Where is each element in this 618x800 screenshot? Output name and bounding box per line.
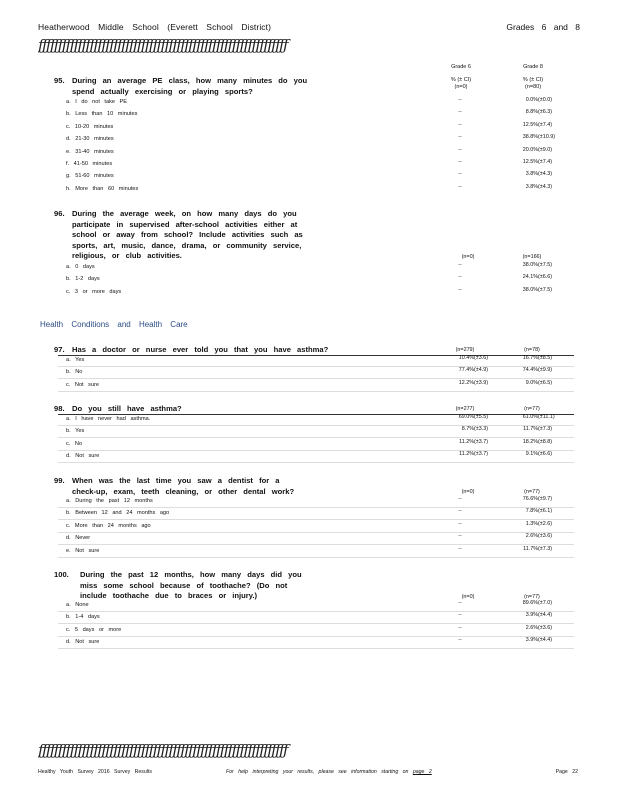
question-text: Has a doctor or nurse ever told you that you have asthma? [72,345,329,354]
grade8-value: 12.5% [522,159,538,165]
grade6-value: 12.2% [458,379,474,386]
footer-help-text [226,769,432,775]
grade8-ci: (±9.0) [538,146,553,153]
grade6-value: -- [458,286,462,293]
grade6-value: 11.2% [459,438,474,445]
option-label: b. Less than 10 minutes [66,111,138,118]
option-label: b. Between 12 and 24 months ago [66,510,170,517]
grade6-value: 77.4% [458,367,474,374]
grade8-value: 24.1% [522,274,538,281]
grade8-value: 3.8% [525,183,538,190]
grade8-value: 9.0% [525,379,538,386]
grade8-value: 89.6% [522,600,538,606]
grade8-ci: (±6.3) [538,109,553,116]
option-label: c. Not sure [66,381,100,388]
grade8-ci: (±3.6) [538,624,553,631]
header-school: Heatherwood Middle School (Everett School District) [38,22,272,32]
footer-help-prefix: For help interpreting your results, please see information starting on [226,769,413,775]
grade6-ci: (±3.6) [474,355,489,361]
grade8-value: 61.0% [522,414,538,420]
row-divider [58,648,574,649]
grade6-value: -- [458,508,462,515]
grade6-value: -- [458,496,462,502]
grade8-value: 76.6% [522,496,538,502]
grade6-value: -- [458,520,462,527]
question-99 [54,476,300,497]
question-text: During an average PE class, how many minutes do you spend actually exercising or playing sports? [72,76,308,96]
grade8-ci: (±8.8) [538,438,553,445]
option-label: c. 3 or more days [66,288,122,295]
option-label: b. Yes [66,428,85,435]
question-number: 95. [54,76,65,85]
grade8-ci: (±7.5) [538,286,553,293]
grade8-ci: (±4.4) [538,612,553,619]
q98-n8: (n=77) [524,406,540,412]
grade8-ci: (±6.6) [538,451,553,458]
grade6-value: -- [458,171,462,178]
grade6-value: 69.0% [458,414,474,420]
footer [38,769,578,775]
q100-n6: (n=0) [461,594,475,600]
grade8-value: 3.9% [525,612,538,619]
row-divider [58,557,574,558]
grade6-value: -- [458,109,462,116]
question-number: 96. [54,209,65,218]
grade6-ci: (±3.9) [474,379,489,386]
grade8-ci: (±6.1) [538,508,553,515]
option-label: g. 51-60 minutes [66,173,114,180]
question-text: Do you still have asthma? [72,404,182,413]
grade8-value: 12.5% [522,121,538,128]
q96-n6: (n=0) [461,254,475,260]
option-label: a. I have never had asthma. [66,416,151,422]
grade8-ci: (±4.4) [538,637,553,644]
grade8-value: 3.9% [525,637,538,644]
option-label: c. More than 24 months ago [66,522,151,529]
question-text: During the average week, on how many days do you participate in supervised after-school activities either at school or away from school? Include activities such as sports, art, music, dance, drama, or community service, religious, or club activities. [72,209,303,260]
option-label: a. I do not take PE [66,99,128,105]
grade8-value: 20.0% [522,146,538,153]
q99-n6: (n=0) [461,489,475,495]
q96-n8: (n=166) [522,254,542,260]
grade6-value: -- [458,612,462,619]
grade8-value: 9.1% [525,451,538,458]
grade8-ci: (±11.1) [538,414,555,420]
q99-n8: (n=77) [524,489,540,495]
option-label: d. Not sure [66,453,100,460]
grade6-value: -- [458,624,462,631]
grade8-ci: (±7.3) [538,426,553,433]
option-label: b. 1-4 days [66,614,100,621]
grade8-ci: (±0.0) [538,97,553,103]
question-number: 98. [54,404,65,413]
grade6-value: 10.4% [458,355,474,361]
grade6-value: -- [458,121,462,128]
grade8-ci: (±4.3) [538,171,553,178]
grade8-value: 18.2% [522,438,538,445]
row-divider [58,544,574,545]
option-label: d. Never [66,535,91,542]
row-divider [58,462,574,463]
grade6-col-header [436,64,486,91]
grade8-ci: (±6.5) [538,379,553,386]
grade6-value: -- [458,183,462,190]
grade6-ci: (±5.5) [474,414,489,420]
question-number: 99. [54,476,65,485]
grade8-col-header [508,64,558,91]
grade8-value: 2.6% [525,533,538,540]
grade8-ci: (±9.9) [538,367,553,374]
grade6-ci: (±3.3) [474,426,489,433]
grade6-value: -- [458,159,462,165]
option-label: b. 1-2 days [66,276,100,283]
grade6-value: 11.2% [459,451,474,458]
grade8-value: 38.0% [522,262,538,268]
grade6-value: -- [458,545,462,552]
grade8-value: 3.8% [525,171,538,178]
grade8-value: 74.4% [522,367,538,374]
question-number: 100. [54,570,69,579]
question-96 [54,209,310,262]
row-divider [58,391,574,392]
grade8-ci: (±7.5) [538,262,553,268]
option-label: h. More than 60 minutes [66,185,139,192]
question-98 [54,404,360,415]
grade8-ci: (±8.5) [538,355,553,361]
question-number: 97. [54,345,65,354]
grade8-ci: (±7.4) [538,159,553,165]
grade8-ci: (±7.3) [538,545,553,552]
question-100 [54,570,312,602]
grade8-ci: (±4.3) [538,183,553,190]
grade8-ci: (±3.6) [538,533,553,540]
q98-n6: (n=277) [455,406,475,412]
top-decorative-rule: ƒƒƒƒƒƒƒƒƒƒƒƒƒƒƒƒƒƒƒƒƒƒƒƒƒƒƒƒƒƒƒƒƒƒƒƒƒƒƒƒƒƒƒƒƒƒƒƒƒƒƒƒƒƒƒƒƒƒƒƒƒƒƒ [38,36,287,54]
grade8-value: 38.0% [522,286,538,293]
grade8-ci: (±7.0) [538,600,553,606]
option-label: d. Not sure [66,639,100,646]
row-divider [58,623,574,624]
grade8-ci: (±6.6) [538,274,553,281]
option-label: c. No [66,440,83,447]
grade8-pct-label: % (± CI) [522,77,544,83]
grade6-value: -- [458,600,462,606]
option-label: e. Not sure [66,547,100,554]
grade8-ci: (±10.9) [538,134,556,141]
grade6-value: -- [458,97,462,103]
grade8-value: 7.8% [525,508,538,515]
option-label: b. No [66,369,83,376]
grade8-ci: (±7.4) [538,121,553,128]
footer-page-link[interactable]: page 2 [412,769,432,775]
grade8-value: 11.7% [523,426,538,433]
grade6-value: -- [458,637,462,644]
row-divider [58,636,574,637]
grade6-label: Grade 6 [451,64,471,70]
option-label: a. During the past 12 months [66,498,153,504]
row-divider [58,611,574,612]
option-label: f. 41-50 minutes [66,161,113,167]
grade6-n: (n=0) [454,84,468,90]
bottom-decorative-rule: ƒƒƒƒƒƒƒƒƒƒƒƒƒƒƒƒƒƒƒƒƒƒƒƒƒƒƒƒƒƒƒƒƒƒƒƒƒƒƒƒƒƒƒƒƒƒƒƒƒƒƒƒƒƒƒƒƒƒƒƒƒƒƒ [38,741,287,759]
option-label: d. 21-30 minutes [66,136,114,143]
grade6-pct-label: % (± CI) [450,77,472,83]
grade6-value: -- [458,262,462,268]
footer-page-number: Page 22 [555,769,578,775]
grade6-value: -- [458,134,462,141]
grade8-ci: (±2.6) [538,520,553,527]
question-text: When was the last time you saw a dentist for a check-up, exam, teeth cleaning, or other dental work? [72,476,295,496]
q97-n6: (n=279) [455,347,475,353]
grade6-ci: (±4.9) [474,367,489,374]
grade8-n: (n=80) [524,84,542,90]
section-title: Health Conditions and Health Care [40,320,188,329]
grade8-ci: (±9.7) [538,496,553,502]
footer-survey-title: Healthy Youth Survey 2016 Survey Results [38,769,152,775]
grade8-label: Grade 8 [523,64,543,70]
grade8-value: 11.7% [523,545,538,552]
grade6-ci: (±3.7) [474,438,489,445]
grade8-value: 16.7% [522,355,538,361]
q97-n8: (n=78) [524,347,540,353]
grade8-value: 0.0% [525,97,538,103]
grade8-value: 2.6% [525,624,538,631]
question-95 [54,76,320,97]
grade6-value: 8.7% [461,426,474,433]
grade8-value: 38.8% [522,134,538,141]
option-label: a. Yes [66,357,85,363]
grade6-value: -- [458,533,462,540]
option-label: e. 31-40 minutes [66,148,114,155]
option-label: c. 10-20 minutes [66,123,114,130]
grade6-value: -- [458,274,462,281]
question-97 [54,345,360,356]
option-label: a. 0 days [66,264,95,270]
grade6-ci: (±3.7) [474,451,489,458]
grade8-value: 1.3% [525,520,538,527]
q100-n8: (n=77) [524,594,540,600]
question-text: During the past 12 months, how many days did you miss some school because of toothache? (Do not include toothache due to braces or injury.) [80,570,302,600]
row-divider [58,532,574,533]
header-grades: Grades 6 and 8 [506,22,580,32]
grade8-value: 8.8% [525,109,538,116]
grade6-value: -- [458,146,462,153]
option-label: a. None [66,602,89,608]
option-label: c. 5 days or more [66,626,122,633]
